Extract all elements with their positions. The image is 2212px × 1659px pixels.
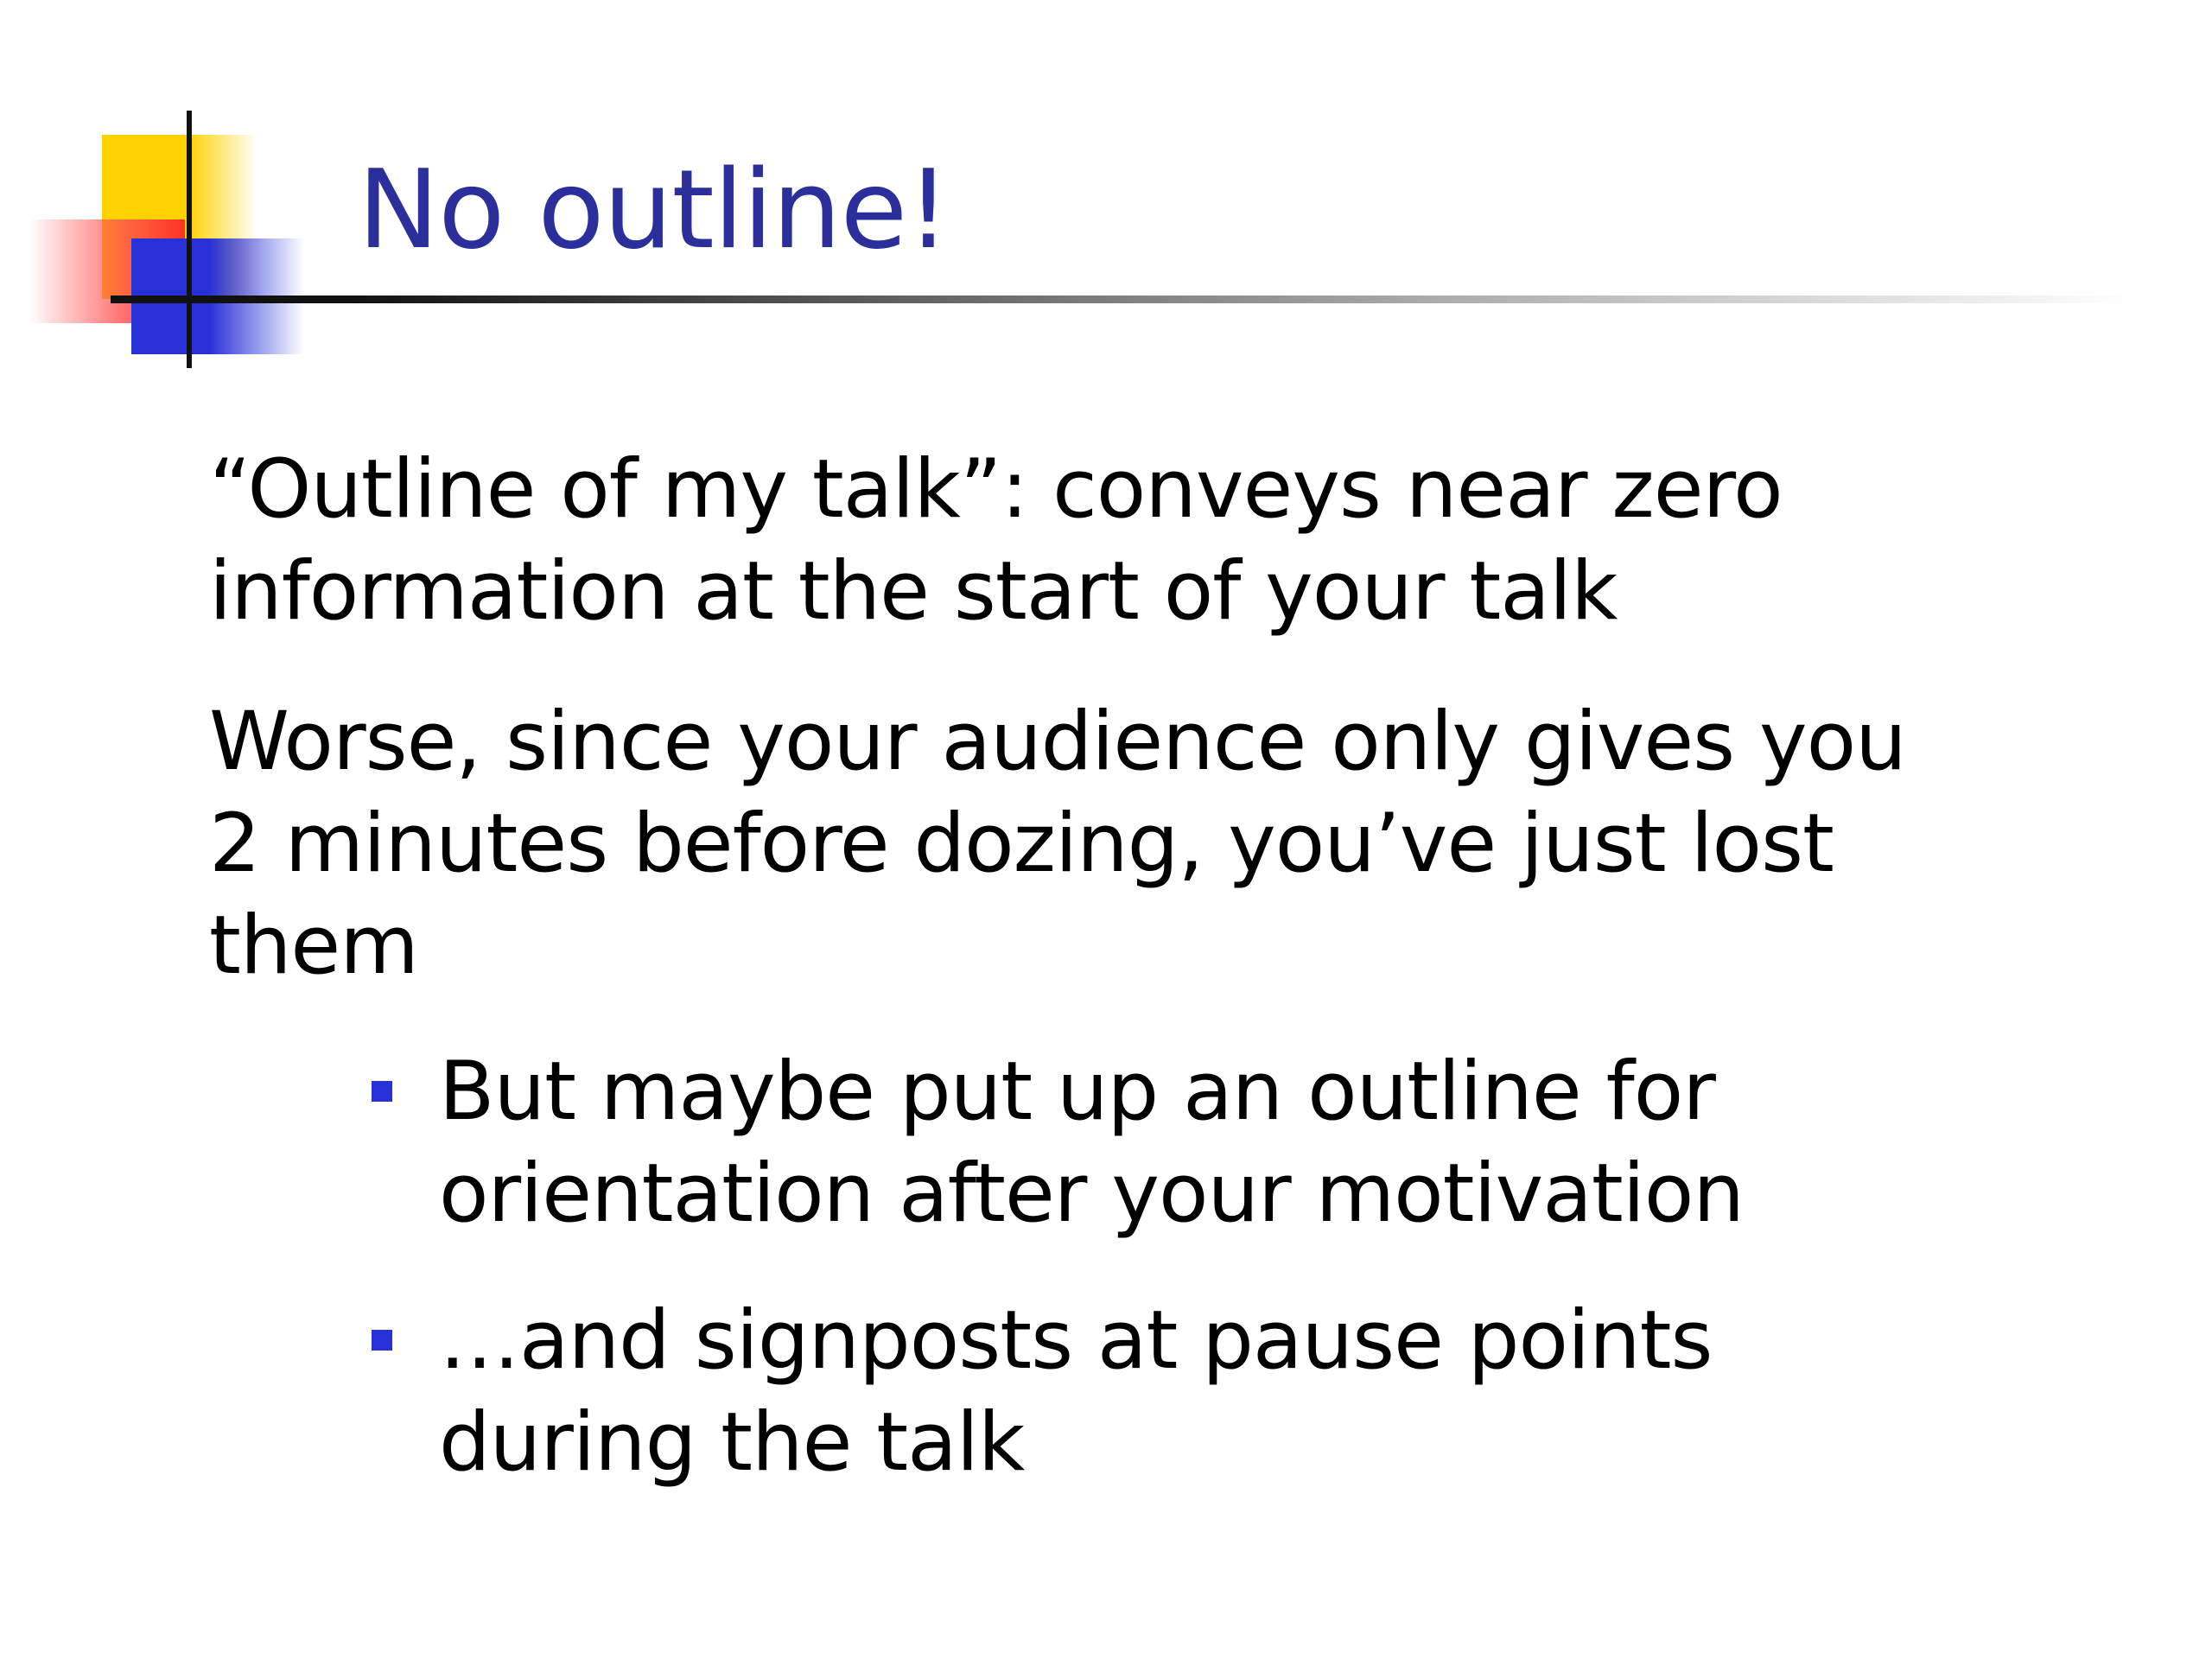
list-item (372, 1290, 1884, 1494)
list-item (372, 1041, 1884, 1245)
slide-title: No outline! (358, 146, 950, 273)
sub-bullet-list (372, 1041, 1884, 1494)
square-bullet-icon (372, 1330, 392, 1351)
decorative-vertical-line (187, 111, 192, 368)
body-paragraph-worse: Worse, since your audience only gives you 2 minutes before dozing, you’ve just lost them (209, 695, 1906, 993)
list-item-text: But maybe put up an outline for orientation after your motivation (439, 1045, 1744, 1241)
square-bullet-icon (372, 1081, 392, 1102)
body-paragraph-outline: “Outline of my talk”: conveys near zero information at the start of your talk (209, 442, 1783, 639)
list-item-text: …and signposts at pause points during the talk (439, 1294, 1713, 1490)
title-underline (111, 296, 2133, 303)
